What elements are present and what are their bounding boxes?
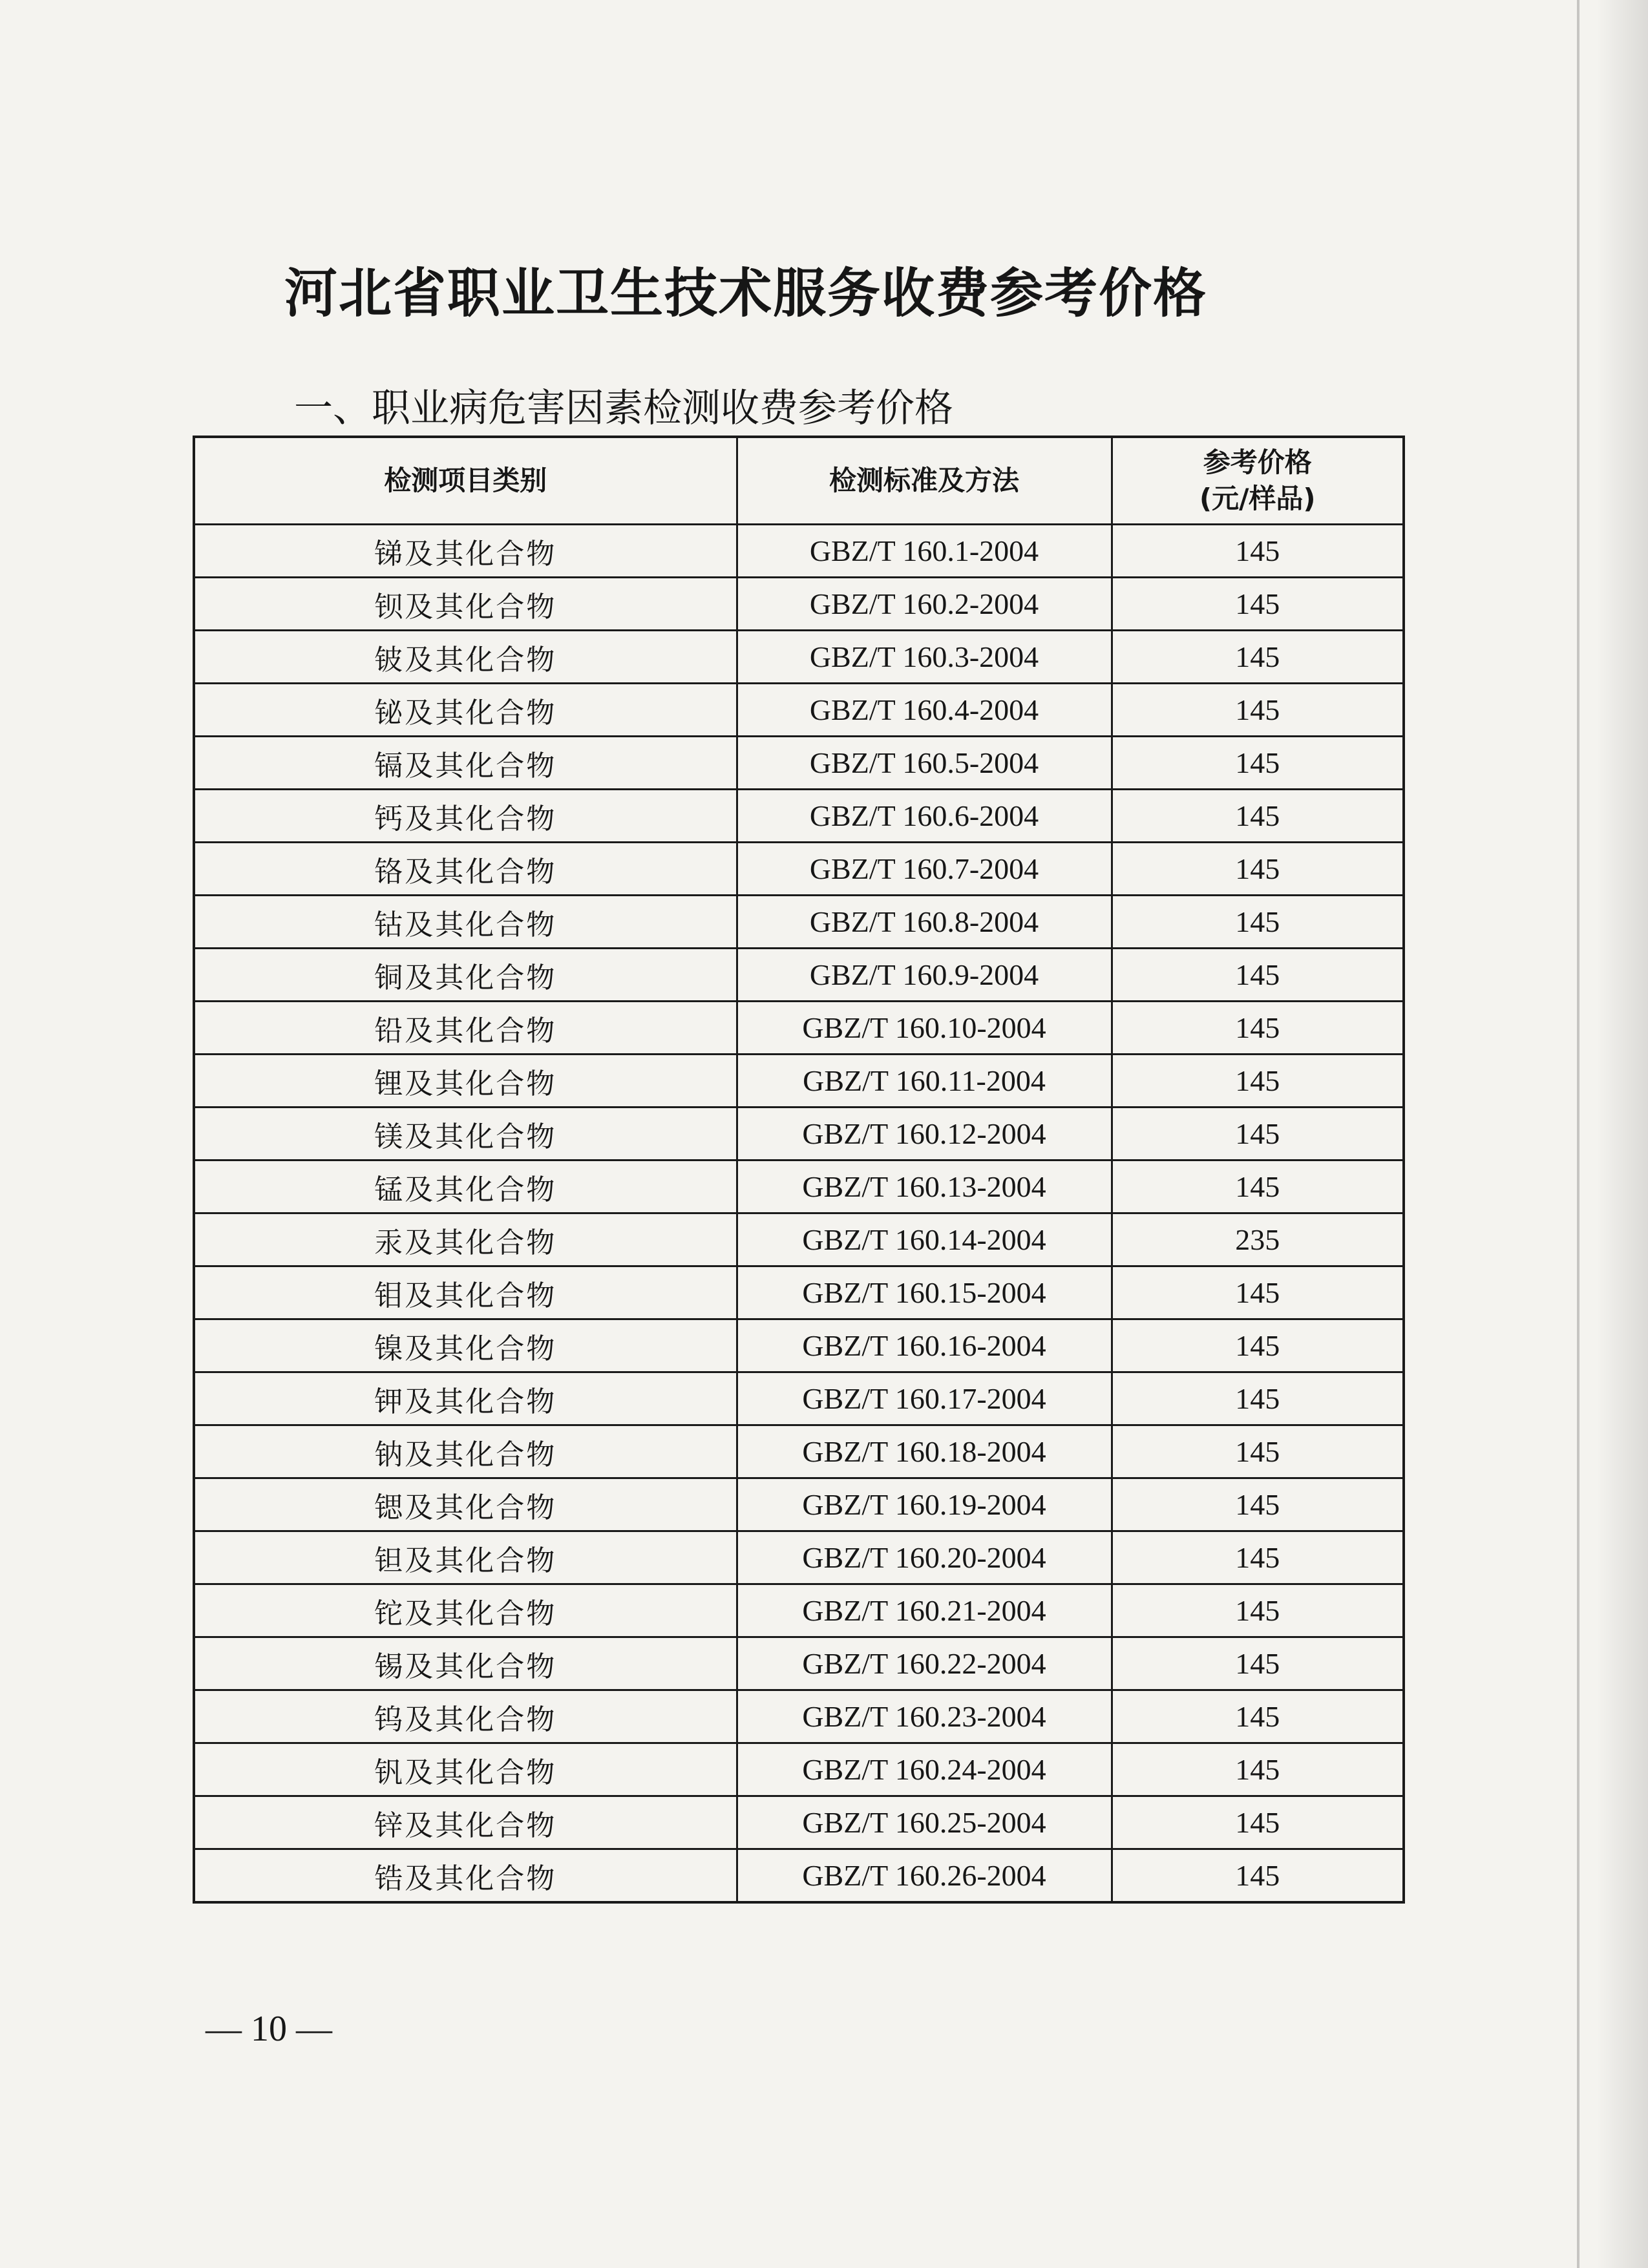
table-row	[194, 1531, 1404, 1584]
category-cell: 锰及其化合物	[194, 1160, 737, 1213]
price-cell: 145	[1112, 1796, 1404, 1849]
standard-cell: GBZ/T 160.25-2004	[737, 1796, 1112, 1849]
standard-cell: GBZ/T 160.7-2004	[737, 843, 1112, 896]
standard-cell: GBZ/T 160.26-2004	[737, 1849, 1112, 1903]
category-cell: 钠及其化合物	[194, 1425, 737, 1478]
table-row	[194, 1266, 1404, 1319]
table-row	[194, 1213, 1404, 1266]
price-cell: 235	[1112, 1213, 1404, 1266]
price-table	[193, 436, 1405, 1904]
category-cell: 锑及其化合物	[194, 525, 737, 578]
category-cell: 钴及其化合物	[194, 896, 737, 949]
category-cell: 镍及其化合物	[194, 1319, 737, 1372]
table-body	[194, 525, 1404, 1903]
table-row	[194, 1108, 1404, 1160]
category-cell: 锡及其化合物	[194, 1637, 737, 1690]
table-row	[194, 578, 1404, 631]
standard-cell: GBZ/T 160.22-2004	[737, 1637, 1112, 1690]
price-cell: 145	[1112, 684, 1404, 737]
category-cell: 铋及其化合物	[194, 684, 737, 737]
standard-cell: GBZ/T 160.8-2004	[737, 896, 1112, 949]
standard-cell: GBZ/T 160.1-2004	[737, 525, 1112, 578]
category-cell: 铍及其化合物	[194, 631, 737, 684]
standard-cell: GBZ/T 160.13-2004	[737, 1160, 1112, 1213]
standard-cell: GBZ/T 160.16-2004	[737, 1319, 1112, 1372]
category-cell: 铬及其化合物	[194, 843, 737, 896]
price-cell: 145	[1112, 1584, 1404, 1637]
header-category: 检测项目类别	[194, 437, 737, 525]
category-cell: 锌及其化合物	[194, 1796, 737, 1849]
table-row	[194, 1425, 1404, 1478]
category-cell: 铜及其化合物	[194, 949, 737, 1002]
price-cell: 145	[1112, 843, 1404, 896]
header-price-line1: 参考价格	[1203, 446, 1312, 478]
standard-cell: GBZ/T 160.21-2004	[737, 1584, 1112, 1637]
table-row	[194, 1796, 1404, 1849]
category-cell: 锶及其化合物	[194, 1478, 737, 1531]
standard-cell: GBZ/T 160.11-2004	[737, 1055, 1112, 1108]
table-row	[194, 896, 1404, 949]
table-header-row	[194, 437, 1404, 525]
table-row	[194, 737, 1404, 790]
table-row	[194, 1478, 1404, 1531]
page-number: — 10 —	[206, 2009, 332, 2049]
standard-cell: GBZ/T 160.18-2004	[737, 1425, 1112, 1478]
category-cell: 镉及其化合物	[194, 737, 737, 790]
table-row	[194, 790, 1404, 843]
standard-cell: GBZ/T 160.14-2004	[737, 1213, 1112, 1266]
table-row	[194, 1319, 1404, 1372]
standard-cell: GBZ/T 160.5-2004	[737, 737, 1112, 790]
standard-cell: GBZ/T 160.24-2004	[737, 1743, 1112, 1796]
page-edge	[1577, 0, 1579, 2268]
table-row	[194, 525, 1404, 578]
price-cell: 145	[1112, 1266, 1404, 1319]
price-cell: 145	[1112, 737, 1404, 790]
standard-cell: GBZ/T 160.3-2004	[737, 631, 1112, 684]
price-cell: 145	[1112, 1372, 1404, 1425]
price-cell: 145	[1112, 1531, 1404, 1584]
price-cell: 145	[1112, 631, 1404, 684]
standard-cell: GBZ/T 160.10-2004	[737, 1002, 1112, 1055]
price-cell: 145	[1112, 1849, 1404, 1903]
standard-cell: GBZ/T 160.12-2004	[737, 1108, 1112, 1160]
price-cell: 145	[1112, 1690, 1404, 1743]
price-cell: 145	[1112, 1319, 1404, 1372]
header-price	[1112, 437, 1404, 525]
category-cell: 镁及其化合物	[194, 1108, 737, 1160]
category-cell: 钙及其化合物	[194, 790, 737, 843]
header-price-line2: (元/样品)	[1199, 483, 1316, 514]
price-cell: 145	[1112, 790, 1404, 843]
table-row	[194, 1849, 1404, 1903]
table-row	[194, 1584, 1404, 1637]
category-cell: 钾及其化合物	[194, 1372, 737, 1425]
category-cell: 锂及其化合物	[194, 1055, 737, 1108]
standard-cell: GBZ/T 160.4-2004	[737, 684, 1112, 737]
price-cell: 145	[1112, 525, 1404, 578]
table-row	[194, 1160, 1404, 1213]
table-row	[194, 684, 1404, 737]
price-cell: 145	[1112, 1002, 1404, 1055]
table-row	[194, 1002, 1404, 1055]
price-cell: 145	[1112, 1425, 1404, 1478]
section-heading: 一、职业病危害因素检测收费参考价格	[294, 386, 953, 431]
standard-cell: GBZ/T 160.2-2004	[737, 578, 1112, 631]
standard-cell: GBZ/T 160.23-2004	[737, 1690, 1112, 1743]
header-standard: 检测标准及方法	[737, 437, 1112, 525]
category-cell: 铅及其化合物	[194, 1002, 737, 1055]
table-row	[194, 1690, 1404, 1743]
standard-cell: GBZ/T 160.9-2004	[737, 949, 1112, 1002]
table-row	[194, 1372, 1404, 1425]
table-row	[194, 1637, 1404, 1690]
document-title: 河北省职业卫生技术服务收费参考价格	[284, 263, 1208, 324]
standard-cell: GBZ/T 160.20-2004	[737, 1531, 1112, 1584]
table-row	[194, 949, 1404, 1002]
category-cell: 钽及其化合物	[194, 1531, 737, 1584]
standard-cell: GBZ/T 160.19-2004	[737, 1478, 1112, 1531]
table-row	[194, 631, 1404, 684]
category-cell: 锆及其化合物	[194, 1849, 737, 1903]
price-cell: 145	[1112, 1055, 1404, 1108]
price-cell: 145	[1112, 896, 1404, 949]
category-cell: 钨及其化合物	[194, 1690, 737, 1743]
category-cell: 钡及其化合物	[194, 578, 737, 631]
category-cell: 汞及其化合物	[194, 1213, 737, 1266]
price-cell: 145	[1112, 949, 1404, 1002]
price-cell: 145	[1112, 578, 1404, 631]
standard-cell: GBZ/T 160.6-2004	[737, 790, 1112, 843]
standard-cell: GBZ/T 160.15-2004	[737, 1266, 1112, 1319]
price-cell: 145	[1112, 1637, 1404, 1690]
price-cell: 145	[1112, 1743, 1404, 1796]
table-row	[194, 1743, 1404, 1796]
table-row	[194, 1055, 1404, 1108]
category-cell: 钼及其化合物	[194, 1266, 737, 1319]
standard-cell: GBZ/T 160.17-2004	[737, 1372, 1112, 1425]
category-cell: 铊及其化合物	[194, 1584, 737, 1637]
category-cell: 钒及其化合物	[194, 1743, 737, 1796]
price-cell: 145	[1112, 1160, 1404, 1213]
page-shadow	[1596, 0, 1648, 2268]
price-cell: 145	[1112, 1108, 1404, 1160]
table-row	[194, 843, 1404, 896]
price-cell: 145	[1112, 1478, 1404, 1531]
